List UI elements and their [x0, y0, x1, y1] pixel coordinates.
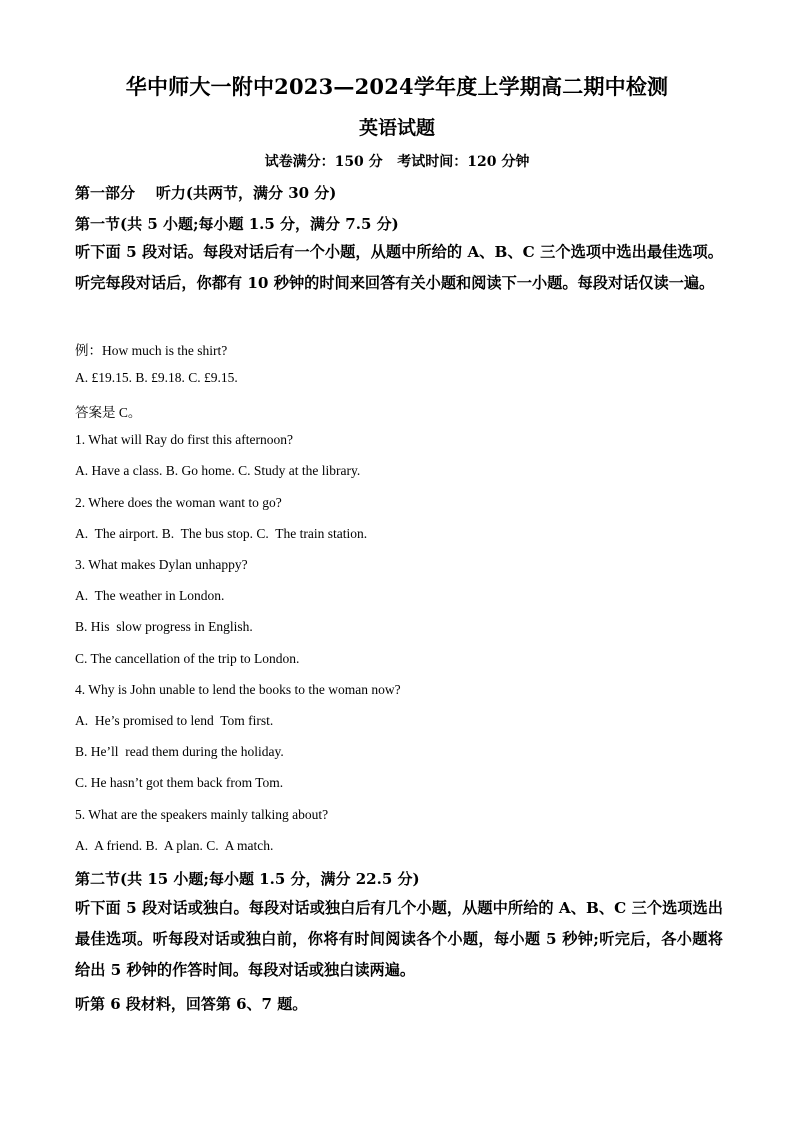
question-option: B. His slow progress in English. — [75, 619, 253, 634]
material6-heading: 听第 6 段材料，回答第 6、7 题。 — [75, 995, 308, 1013]
question-option: C. The cancellation of the trip to London. — [75, 651, 300, 666]
question-option: C. He hasn’t got them back from Tom. — [75, 775, 284, 790]
section1-heading: 第一节(共 5 小题;每小题 1.5 分，满分 7.5 分) — [75, 215, 399, 233]
section2-heading: 第二节(共 15 小题;每小题 1.5 分，满分 22.5 分) — [75, 870, 420, 888]
exam-meta: 试卷满分：150 分 考试时间：120 分钟 — [264, 154, 530, 170]
example-answer: 答案是 C。 — [75, 405, 142, 420]
section1-instruction: 听下面 5 段对话。每段对话后有一个小题，从题中所给的 A、B、C 三个选项中选出最佳选项。听完每段对话后，你都有 10 秒钟的时间来回答有关小题和阅读下一小题。每段对话仅读一遍。 — [75, 243, 723, 292]
question-options: A. A friend. B. A plan. C. A match. — [75, 838, 274, 853]
question-option: B. He’ll read them during the holiday. — [75, 744, 284, 759]
question-options: A. Have a class. B. Go home. C. Study at the library. — [75, 463, 361, 478]
exam-title: 华中师大一附中2023—2024学年度上学期高二期中检测 — [125, 74, 669, 99]
example-question: 例：How much is the shirt? — [75, 343, 228, 358]
question-option: A. He’s promised to lend Tom first. — [75, 713, 274, 728]
question-stem: 2. Where does the woman want to go? — [75, 495, 282, 510]
example-options: A. £19.15. B. £9.18. C. £9.15. — [75, 370, 238, 385]
question-stem: 5. What are the speakers mainly talking about? — [75, 807, 329, 822]
section2-instruction: 听下面 5 段对话或独白。每段对话或独白后有几个小题，从题中所给的 A、B、C 三个选项选出最佳选项。听每段对话或独白前，你将有时间阅读各个小题，每小题 5 秒钟;听完后，各小题将给出 5 秒钟的作答时间。每段对话或独白读两遍。 — [75, 899, 723, 979]
part1-heading: 第一部分 听力(共两节，满分 30 分) — [75, 184, 337, 202]
question-stem: 1. What will Ray do first this afternoon? — [75, 432, 293, 447]
subject-title: 英语试题 — [358, 117, 435, 139]
question-stem: 4. Why is John unable to lend the books to the woman now? — [75, 682, 401, 697]
question-option: A. The weather in London. — [75, 588, 225, 603]
question-stem: 3. What makes Dylan unhappy? — [75, 557, 248, 572]
question-options: A. The airport. B. The bus stop. C. The train station. — [75, 526, 368, 541]
